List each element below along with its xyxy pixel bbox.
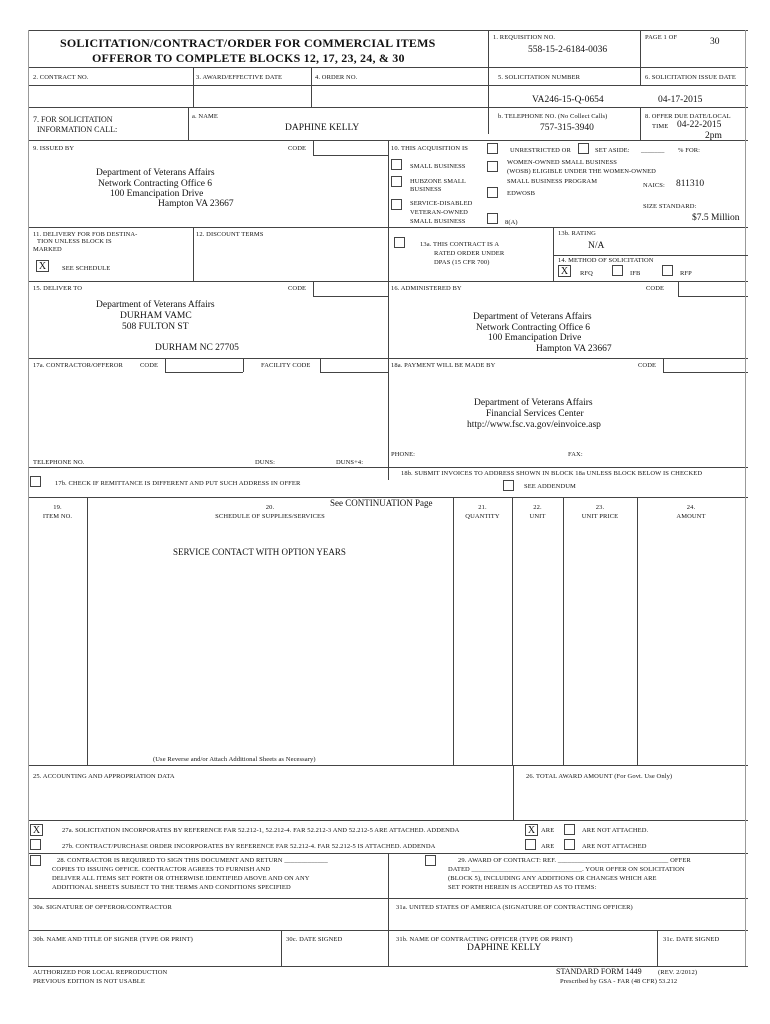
solicitation-issue-date-label: 6. SOLICITATION ISSUE DATE — [645, 74, 736, 81]
edwosb-checkbox[interactable] — [487, 187, 498, 198]
rated-order-checkbox[interactable] — [394, 237, 405, 248]
payment-line1: Department of Veterans Affairs — [474, 398, 593, 408]
naics-value[interactable]: 811310 — [676, 179, 705, 189]
solicitation-number-label: 5. SOLICITATION NUMBER — [498, 74, 581, 81]
see-addendum-checkbox[interactable] — [503, 480, 514, 491]
rfq-checkbox[interactable]: X — [558, 265, 571, 277]
co-date-signed-label: 31c. DATE SIGNED — [663, 936, 720, 943]
page-total: 30 — [710, 37, 720, 47]
solicitation-issue-date[interactable]: 04-17-2015 — [658, 95, 703, 105]
deliver-to-line4: DURHAM NC 27705 — [155, 343, 239, 353]
administered-by-line4: Hampton VA 23667 — [536, 344, 612, 354]
footer-previous-edition: PREVIOUS EDITION IS NOT USABLE — [33, 978, 145, 985]
sdvosb-label-2: VETERAN-OWNED — [410, 209, 468, 216]
rated-order-label-2: RATED ORDER UNDER — [434, 250, 505, 257]
set-aside-percent-label: % FOR: — [678, 147, 701, 154]
issued-by-line2: Network Contracting Office 6 — [98, 179, 213, 189]
27b-text: 27b. CONTRACT/PURCHASE ORDER INCORPORATES BY REFERENCE FAR 52.212-4. FAR 52.212-5 IS ATTACHED. ADDENDA — [62, 843, 436, 850]
offer-due-time-label: TIME — [652, 123, 669, 130]
discount-terms-label: 12. DISCOUNT TERMS — [196, 231, 264, 238]
contractor-label: 17a. CONTRACTOR/OFFEROR — [33, 362, 123, 369]
order-no-label: 4. ORDER NO. — [315, 74, 358, 81]
quantity-header-num: 21. — [478, 504, 487, 511]
unit-header-num: 22. — [533, 504, 542, 511]
reverse-sheets-note: (Use Reverse and/or Attach Additional Sheets as Necessary) — [153, 756, 316, 763]
deliver-to-code-label: CODE — [288, 285, 307, 292]
rfp-checkbox[interactable] — [662, 265, 673, 276]
rated-order-label-3: DPAS (15 CFR 700) — [434, 259, 490, 266]
unit-price-header-num: 23. — [595, 504, 605, 511]
size-standard-label: SIZE STANDARD: — [643, 203, 697, 210]
27a-not-attached-checkbox[interactable] — [564, 824, 575, 835]
solicitation-info-label-2: INFORMATION CALL: — [37, 125, 118, 134]
27a-checkbox[interactable]: X — [30, 824, 43, 836]
payment-code-label: CODE — [638, 362, 657, 369]
sdvosb-checkbox[interactable] — [391, 199, 402, 210]
schedule-header-num: 20. — [265, 504, 275, 511]
contact-phone-label: b. TELEPHONE NO. (No Collect Calls) — [498, 113, 608, 120]
payment-phone-label: PHONE: — [391, 451, 416, 458]
administered-by-line3: 100 Emancipation Drive — [488, 333, 582, 343]
unrestricted-checkbox[interactable] — [487, 143, 498, 154]
size-standard-value[interactable]: $7.5 Million — [692, 213, 740, 223]
payment-line2: Financial Services Center — [486, 409, 584, 419]
administered-by-line1: Department of Veterans Affairs — [473, 312, 592, 322]
28-line3: DELIVER ALL ITEMS SET FORTH OR OTHERWISE IDENTIFIED ABOVE AND ON ANY — [52, 875, 310, 882]
issued-by-line3: 100 Emancipation Drive — [110, 189, 204, 199]
contract-no-label: 2. CONTRACT NO. — [33, 74, 89, 81]
see-schedule-label: SEE SCHEDULE — [62, 265, 111, 272]
signer-name-label: 30b. NAME AND TITLE OF SIGNER (TYPE OR PRINT) — [33, 936, 193, 943]
award-date-label: 3. AWARD/EFFECTIVE DATE — [196, 74, 283, 81]
issued-by-label: 9. ISSUED BY — [33, 145, 75, 152]
issued-by-line1: Department of Veterans Affairs — [96, 168, 215, 178]
ifb-label: IFB — [630, 270, 641, 277]
facility-code-label: FACILITY CODE — [261, 362, 311, 369]
contractor-telephone-label: TELEPHONE NO. — [33, 459, 85, 466]
rfp-label: RFP — [680, 270, 692, 277]
contact-name-label: a. NAME — [192, 113, 218, 120]
see-schedule-checkbox[interactable]: X — [36, 260, 49, 272]
ifb-checkbox[interactable] — [612, 265, 623, 276]
remittance-checkbox[interactable] — [30, 476, 41, 487]
29-line2: DATED _________________________________. YOUR OFFER ON SOLICITATION — [448, 866, 685, 873]
27b-are-checkbox[interactable] — [525, 839, 536, 850]
deliver-to-line1: Department of Veterans Affairs — [96, 300, 215, 310]
accounting-data-label: 25. ACCOUNTING AND APPROPRIATION DATA — [33, 773, 175, 780]
27b-not-attached-checkbox[interactable] — [564, 839, 575, 850]
unit-price-header: UNIT PRICE — [581, 513, 619, 520]
sdvosb-label-3: SMALL BUSINESS — [410, 218, 466, 225]
hubzone-label-1: HUBZONE SMALL — [410, 178, 467, 185]
wosb-label-3: SMALL BUSINESS PROGRAM — [507, 178, 598, 185]
29-checkbox[interactable] — [425, 855, 436, 866]
footer-prescribed: Prescribed by GSA - FAR (48 CFR) 53.212 — [560, 978, 678, 985]
schedule-header: SCHEDULE OF SUPPLIES/SERVICES — [215, 513, 325, 520]
small-business-label: SMALL BUSINESS — [410, 163, 466, 170]
set-aside-label: SET ASIDE: — [595, 147, 630, 154]
payment-by-label: 18a. PAYMENT WILL BE MADE BY — [391, 362, 496, 369]
rfq-label: RFQ — [580, 270, 593, 277]
27b-not-attached-label: ARE NOT ATTACHED — [582, 843, 647, 850]
29-line1: 29. AWARD OF CONTRACT: REF. _________________________________ OFFER — [458, 857, 691, 864]
co-signature-label: 31a. UNITED STATES OF AMERICA (SIGNATURE OF CONTRACTING OFFICER) — [396, 904, 633, 911]
delivery-fob-label-3: MARKED — [33, 246, 62, 253]
contact-phone[interactable]: 757-315-3940 — [540, 123, 594, 133]
duns4-label: DUNS+4: — [336, 459, 364, 466]
28-line2: COPIES TO ISSUING OFFICE. CONTRACTOR AGREES TO FURNISH AND — [52, 866, 271, 873]
27a-text: 27a. SOLICITATION INCORPORATES BY REFERENCE FAR 52.212-1, 52.212-4. FAR 52.212-3 AND 52.212-5 ARE ATTACHED. ADDENDA — [62, 827, 460, 834]
rated-order-label-1: 13a. THIS CONTRACT IS A — [420, 241, 500, 248]
amount-header-num: 24. — [686, 504, 696, 511]
set-aside-percent-blank[interactable]: _______ — [641, 147, 665, 154]
co-name-label: 31b. NAME OF CONTRACTING OFFICER (TYPE OR PRINT) — [396, 936, 573, 943]
small-business-checkbox[interactable] — [391, 159, 402, 170]
form-title-line1: SOLICITATION/CONTRACT/ORDER FOR COMMERCIAL ITEMS — [60, 36, 436, 50]
see-addendum-label: SEE ADDENDUM — [524, 483, 576, 490]
remittance-label: 17b. CHECK IF REMITTANCE IS DIFFERENT AND PUT SUCH ADDRESS IN OFFER — [55, 480, 301, 487]
co-name-value[interactable]: DAPHINE KELLY — [467, 943, 542, 953]
issued-by-line4: Hampton VA 23667 — [158, 199, 234, 209]
contact-name[interactable]: DAPHINE KELLY — [285, 123, 360, 133]
offer-due-date[interactable]: 04-22-2015 — [677, 120, 722, 130]
page-label: PAGE 1 OF — [645, 34, 678, 41]
item-description: SERVICE CONTACT WITH OPTION YEARS — [173, 547, 346, 557]
item-no-header: ITEM NO. — [42, 513, 73, 520]
administered-by-line2: Network Contracting Office 6 — [476, 323, 591, 333]
footer-reproduction: AUTHORIZED FOR LOCAL REPRODUCTION — [33, 969, 168, 976]
solicitation-number[interactable]: VA246-15-Q-0654 — [532, 95, 604, 105]
offer-due-label: 8. OFFER DUE DATE/LOCAL — [645, 113, 731, 120]
wosb-label-1: WOMEN-OWNED SMALL BUSINESS — [507, 159, 617, 166]
wosb-label-2: (WOSB) ELIGIBLE UNDER THE WOMEN-OWNED — [507, 168, 656, 175]
footer-revision: (REV. 2/2012) — [658, 969, 698, 976]
naics-label: NAICS: — [643, 182, 665, 189]
payment-fax-label: FAX: — [568, 451, 583, 458]
27b-checkbox[interactable] — [30, 839, 41, 850]
edwosb-label: EDWOSB — [507, 190, 536, 197]
27a-are-checkbox[interactable]: X — [525, 824, 538, 836]
unit-header: UNIT — [529, 513, 546, 520]
rating-value[interactable]: N/A — [588, 241, 605, 251]
rating-label: 13b. RATING — [558, 230, 596, 237]
continuation-note: See CONTINUATION Page — [330, 498, 433, 508]
issued-by-code-label: CODE — [288, 145, 307, 152]
offeror-date-signed-label: 30c. DATE SIGNED — [286, 936, 343, 943]
deliver-to-label: 15. DELIVER TO — [33, 285, 83, 292]
27a-not-attached-label: ARE NOT ATTACHED. — [582, 827, 649, 834]
item-no-header-num: 19. — [53, 504, 62, 511]
29-line3: (BLOCK 5), INCLUDING ANY ADDITIONS OR CHANGES WHICH ARE — [448, 875, 657, 882]
eight-a-checkbox[interactable] — [487, 213, 498, 224]
set-aside-checkbox[interactable] — [578, 143, 589, 154]
29-line4: SET FORTH HEREIN IS ACCEPTED AS TO ITEMS: — [448, 884, 597, 891]
27a-are-label: ARE — [541, 827, 555, 834]
offeror-signature-label: 30a. SIGNATURE OF OFFEROR/CONTRACTOR — [33, 904, 172, 911]
sdvosb-label-1: SERVICE-DISABLED — [410, 200, 473, 207]
27b-are-label: ARE — [541, 843, 555, 850]
eight-a-label: 8(A) — [505, 219, 518, 226]
solicitation-info-label-1: 7. FOR SOLICITATION — [33, 115, 113, 124]
payment-line3[interactable]: http://www.fsc.va.gov/einvoice.asp — [467, 420, 601, 430]
offer-due-time[interactable]: 2pm — [705, 131, 722, 141]
administered-by-label: 16. ADMINISTERED BY — [391, 285, 462, 292]
unrestricted-label: UNRESTRICTED OR — [510, 147, 571, 154]
28-checkbox[interactable] — [30, 855, 41, 866]
solicitation-method-label: 14. METHOD OF SOLICITATION — [558, 257, 654, 264]
contractor-code-label: CODE — [140, 362, 159, 369]
quantity-header: QUANTITY — [465, 513, 500, 520]
wosb-checkbox[interactable] — [487, 161, 498, 172]
duns-label: DUNS: — [255, 459, 276, 466]
hubzone-checkbox[interactable] — [391, 176, 402, 187]
amount-header: AMOUNT — [676, 513, 706, 520]
28-line1: 28. CONTRACTOR IS REQUIRED TO SIGN THIS DOCUMENT AND RETURN _____________ — [57, 857, 328, 864]
delivery-fob-label-2: TION UNLESS BLOCK IS — [37, 238, 112, 245]
deliver-to-line2: DURHAM VAMC — [120, 311, 192, 321]
delivery-fob-label-1: 11. DELIVERY FOR FOB DESTINA- — [33, 231, 138, 238]
footer-form-name: STANDARD FORM 1449 — [556, 967, 642, 976]
deliver-to-line3: 508 FULTON ST — [122, 322, 189, 332]
total-award-label: 26. TOTAL AWARD AMOUNT (For Govt. Use Only) — [526, 773, 673, 780]
form-title-line2: OFFEROR TO COMPLETE BLOCKS 12, 17, 23, 24, & 30 — [92, 51, 405, 65]
requisition-label: 1. REQUISITION NO. — [493, 34, 556, 41]
invoice-address-label: 18b. SUBMIT INVOICES TO ADDRESS SHOWN IN BLOCK 18a UNLESS BLOCK BELOW IS CHECKED — [401, 470, 703, 477]
28-line4: ADDITIONAL SHEETS SUBJECT TO THE TERMS AND CONDITIONS SPECIFIED — [52, 884, 291, 891]
requisition-number[interactable]: 558-15-2-6184-0036 — [528, 45, 608, 55]
hubzone-label-2: BUSINESS — [410, 186, 442, 193]
acquisition-label: 10. THIS ACQUISITION IS — [391, 145, 468, 152]
administered-by-code-label: CODE — [646, 285, 665, 292]
